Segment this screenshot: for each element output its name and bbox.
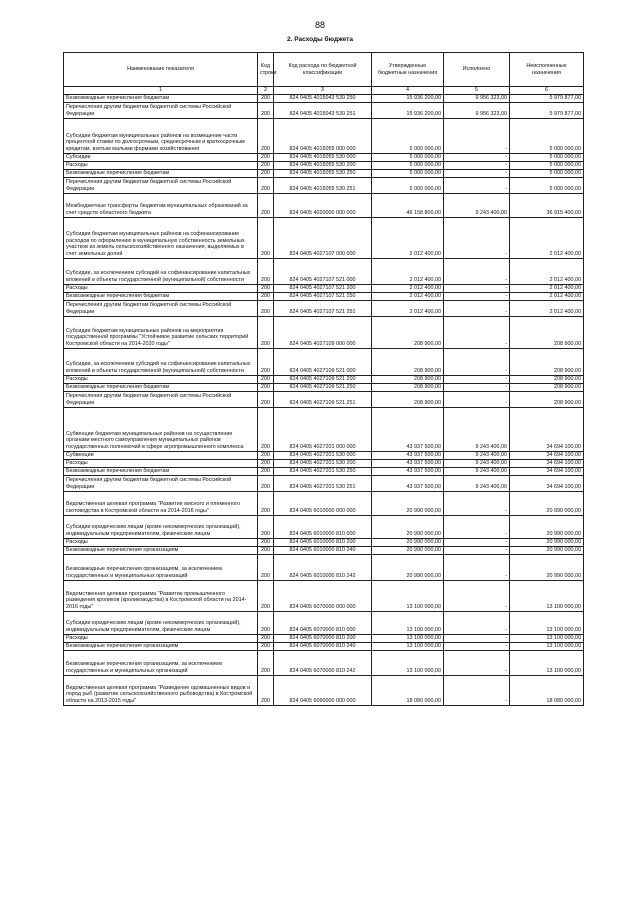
cell-executed: - (444, 177, 510, 193)
column-number: 1 (64, 87, 258, 95)
cell-executed: - (444, 153, 510, 161)
cell-approved: 43 937 500,00 (372, 467, 444, 475)
cell-line-code: 200 (258, 467, 274, 475)
cell-remaining: 34 694 100,00 (510, 407, 584, 451)
cell-remaining: 208 900,00 (510, 348, 584, 375)
cell-approved: 46 158 800,00 (372, 193, 444, 217)
cell-approved: 20 990 000,00 (372, 554, 444, 580)
expenditure-table (63, 52, 584, 706)
cell-class-code: 824 0405 4027107 000 000 (274, 217, 372, 258)
cell-line-code: 200 (258, 554, 274, 580)
cell-line-code: 200 (258, 94, 274, 102)
cell-class-code: 824 0405 4015055 000 000 (274, 118, 372, 153)
column-number-row (64, 87, 584, 95)
cell-class-code: 824 0405 4015055 530 200 (274, 161, 372, 169)
cell-approved: 13 100 000,00 (372, 634, 444, 642)
cell-name: Субсидии, за исключением субсидий на софинансирование капитальных вложений в объекты государственной (муниципальной) собственности (64, 258, 258, 284)
cell-class-code: 824 0405 4027107 521 251 (274, 300, 372, 316)
table-row (64, 118, 584, 153)
cell-name: Перечисления другим бюджетам бюджетной системы Российской Федерации (64, 475, 258, 491)
column-number: 3 (274, 87, 372, 95)
cell-approved: 2 012 400,00 (372, 284, 444, 292)
cell-executed: 9 243 400,00 (444, 475, 510, 491)
cell-remaining: 34 694 100,00 (510, 451, 584, 459)
cell-remaining: 208 900,00 (510, 391, 584, 407)
cell-line-code: 200 (258, 675, 274, 705)
cell-remaining: 208 900,00 (510, 375, 584, 383)
cell-line-code: 200 (258, 284, 274, 292)
cell-executed: 9 243 400,00 (444, 459, 510, 467)
table-row (64, 348, 584, 375)
cell-line-code: 200 (258, 642, 274, 650)
cell-line-code: 200 (258, 300, 274, 316)
table-row (64, 300, 584, 316)
header-executed: Исполнено (444, 53, 510, 87)
cell-executed: - (444, 383, 510, 391)
cell-line-code: 200 (258, 459, 274, 467)
cell-class-code: 824 0405 4027109 000 000 (274, 316, 372, 348)
cell-approved: 15 936 200,00 (372, 102, 444, 118)
cell-name: Ведомственная целевая программа "Разведение одомашненных видов и пород рыб (развитие сельскохозяйственного рыбоводства) в Костромской области на 2013-2015 годы" (64, 675, 258, 705)
cell-name: Безвозмездные перечисления организациям (64, 546, 258, 554)
cell-approved: 2 012 400,00 (372, 258, 444, 284)
cell-approved: 208 900,00 (372, 375, 444, 383)
table-row (64, 407, 584, 451)
cell-executed: - (444, 169, 510, 177)
cell-approved: 208 900,00 (372, 383, 444, 391)
column-number: 6 (510, 87, 584, 95)
cell-executed: 9 243 400,00 (444, 193, 510, 217)
cell-remaining: 34 694 100,00 (510, 467, 584, 475)
table-row (64, 169, 584, 177)
cell-name: Безвозмездные перечисления организациям, за исключением государственных и муниципальных организаций (64, 650, 258, 675)
cell-remaining: 20 990 000,00 (510, 554, 584, 580)
cell-remaining: 208 900,00 (510, 316, 584, 348)
cell-executed: 9 956 323,00 (444, 94, 510, 102)
table-row (64, 475, 584, 491)
cell-approved: 2 012 400,00 (372, 292, 444, 300)
cell-remaining: 208 900,00 (510, 383, 584, 391)
cell-name: Безвозмездные перечисления организациям (64, 642, 258, 650)
cell-approved: 43 937 500,00 (372, 459, 444, 467)
cell-executed: 9 956 323,00 (444, 102, 510, 118)
cell-name: Безвозмездные перечисления бюджетам (64, 94, 258, 102)
table-row (64, 459, 584, 467)
cell-class-code: 824 0405 4015043 530 250 (274, 94, 372, 102)
cell-name: Расходы (64, 284, 258, 292)
cell-name: Ведомственная целевая программа "Развитие промышленного разведения кроликов (кролиководства) в Костромской области на 2014-2016 годы" (64, 580, 258, 611)
table-row (64, 391, 584, 407)
cell-approved: 5 000 000,00 (372, 118, 444, 153)
cell-approved: 13 100 000,00 (372, 611, 444, 634)
cell-executed: 9 243 400,00 (444, 407, 510, 451)
column-number: 5 (444, 87, 510, 95)
cell-approved: 208 900,00 (372, 316, 444, 348)
table-row (64, 634, 584, 642)
section-title: 2. Расходы бюджета (287, 36, 353, 43)
cell-class-code: 824 0405 6070000 810 200 (274, 634, 372, 642)
cell-remaining: 13 100 000,00 (510, 611, 584, 634)
table-row (64, 153, 584, 161)
cell-remaining: 2 012 400,00 (510, 300, 584, 316)
cell-name: Субвенции (64, 451, 258, 459)
cell-name: Расходы (64, 161, 258, 169)
cell-name: Безвозмездные перечисления организациям, за исключением государственных и муниципальных организаций (64, 554, 258, 580)
cell-executed: - (444, 348, 510, 375)
cell-line-code: 200 (258, 475, 274, 491)
cell-name: Субсидии юридическим лицам (кроме некоммерческих организаций), индивидуальным предпринимателям, физическим лицам (64, 515, 258, 538)
cell-executed: - (444, 300, 510, 316)
cell-remaining: 5 000 000,00 (510, 169, 584, 177)
table-row (64, 316, 584, 348)
cell-class-code: 824 0405 4027107 521 200 (274, 284, 372, 292)
cell-executed: - (444, 217, 510, 258)
cell-class-code: 824 0405 4015055 530 250 (274, 169, 372, 177)
cell-executed: - (444, 258, 510, 284)
cell-remaining: 18 080 000,00 (510, 675, 584, 705)
cell-class-code: 824 0405 4015055 530 251 (274, 177, 372, 193)
table-row (64, 217, 584, 258)
cell-class-code: 824 0405 4027201 530 251 (274, 475, 372, 491)
cell-remaining: 20 990 000,00 (510, 491, 584, 515)
cell-class-code: 824 0405 4020000 000 000 (274, 193, 372, 217)
cell-remaining: 5 000 000,00 (510, 177, 584, 193)
cell-line-code: 200 (258, 611, 274, 634)
column-number: 4 (372, 87, 444, 95)
cell-class-code: 824 0405 4015055 530 000 (274, 153, 372, 161)
cell-class-code: 824 0405 4027201 530 200 (274, 459, 372, 467)
cell-class-code: 824 0405 6070000 810 242 (274, 650, 372, 675)
cell-line-code: 200 (258, 383, 274, 391)
cell-remaining: 5 000 000,00 (510, 118, 584, 153)
cell-approved: 2 012 400,00 (372, 217, 444, 258)
cell-name: Ведомственная целевая программа "Развитие мясного и племенного скотоводства в Костромской области на 2014-2016 годы" (64, 491, 258, 515)
cell-name: Расходы (64, 375, 258, 383)
cell-executed: - (444, 292, 510, 300)
cell-executed: 9 243 400,00 (444, 451, 510, 459)
cell-name: Субсидии (64, 153, 258, 161)
cell-name: Расходы (64, 634, 258, 642)
cell-class-code: 824 0405 4027109 521 251 (274, 391, 372, 407)
cell-executed: - (444, 161, 510, 169)
cell-line-code: 200 (258, 292, 274, 300)
table-row (64, 515, 584, 538)
cell-remaining: 20 990 000,00 (510, 538, 584, 546)
cell-executed: - (444, 546, 510, 554)
table-row (64, 675, 584, 705)
cell-line-code: 200 (258, 193, 274, 217)
cell-class-code: 824 0405 6070000 810 240 (274, 642, 372, 650)
cell-name: Безвозмездные перечисления бюджетам (64, 292, 258, 300)
cell-remaining: 5 979 877,00 (510, 102, 584, 118)
cell-class-code: 824 0405 4027109 521 000 (274, 348, 372, 375)
cell-class-code: 824 0405 4015043 530 251 (274, 102, 372, 118)
cell-approved: 208 900,00 (372, 348, 444, 375)
cell-name: Межбюджетные трансферты бюджетам муниципальных образований за счет средств областного бюджета (64, 193, 258, 217)
cell-line-code: 200 (258, 491, 274, 515)
cell-executed: - (444, 515, 510, 538)
cell-class-code: 824 0405 6090000 000 000 (274, 675, 372, 705)
page-number: 88 (314, 20, 325, 30)
cell-approved: 5 000 000,00 (372, 177, 444, 193)
table-row (64, 650, 584, 675)
cell-name: Перечисления другим бюджетам бюджетной системы Российской Федерации (64, 177, 258, 193)
cell-remaining: 2 012 400,00 (510, 258, 584, 284)
table-row (64, 491, 584, 515)
cell-line-code: 200 (258, 177, 274, 193)
cell-name: Субсидии бюджетам муниципальных районов на софинансирование расходов по оформлению в муниципальную собственность земельных участков из земель сельскохозяйственного назначения, выделяемых в счет земельных долей (64, 217, 258, 258)
header-line-code: Код строки (258, 53, 274, 87)
cell-remaining: 36 915 400,00 (510, 193, 584, 217)
cell-line-code: 200 (258, 102, 274, 118)
table-row (64, 538, 584, 546)
cell-class-code: 824 0405 6010000 810 240 (274, 546, 372, 554)
cell-line-code: 200 (258, 538, 274, 546)
cell-name: Безвозмездные перечисления бюджетам (64, 467, 258, 475)
table-body (64, 94, 584, 705)
cell-line-code: 200 (258, 169, 274, 177)
cell-class-code: 824 0405 6070000 810 000 (274, 611, 372, 634)
table-row (64, 292, 584, 300)
cell-remaining: 20 990 000,00 (510, 546, 584, 554)
cell-executed: - (444, 611, 510, 634)
cell-executed: - (444, 642, 510, 650)
cell-name: Безвозмездные перечисления бюджетам (64, 383, 258, 391)
cell-name: Субсидии бюджетам муниципальных районов на мероприятия государственной программы "Устойчивое развитие сельских территорий Костромской области на 2014-2020 годы" (64, 316, 258, 348)
cell-class-code: 824 0405 4027201 530 250 (274, 467, 372, 475)
header-approved: Утвержденные бюджетные назначения (372, 53, 444, 87)
cell-line-code: 200 (258, 451, 274, 459)
cell-line-code: 200 (258, 161, 274, 169)
cell-line-code: 200 (258, 407, 274, 451)
cell-line-code: 200 (258, 634, 274, 642)
table-row (64, 284, 584, 292)
cell-name: Перечисления другим бюджетам бюджетной системы Российской Федерации (64, 300, 258, 316)
cell-executed: - (444, 554, 510, 580)
table-row (64, 554, 584, 580)
cell-executed: - (444, 491, 510, 515)
cell-line-code: 200 (258, 217, 274, 258)
cell-class-code: 824 0405 6070000 000 000 (274, 580, 372, 611)
cell-class-code: 824 0405 4027109 521 250 (274, 383, 372, 391)
header-class-code: Код расхода по бюджетной классификации (274, 53, 372, 87)
cell-class-code: 824 0405 6010000 000 000 (274, 491, 372, 515)
cell-name: Расходы (64, 538, 258, 546)
cell-remaining: 5 000 000,00 (510, 153, 584, 161)
cell-remaining: 2 012 400,00 (510, 284, 584, 292)
cell-approved: 13 100 000,00 (372, 642, 444, 650)
cell-approved: 5 000 000,00 (372, 169, 444, 177)
cell-remaining: 5 979 877,00 (510, 94, 584, 102)
table-row (64, 451, 584, 459)
cell-executed: - (444, 580, 510, 611)
table-row (64, 102, 584, 118)
cell-approved: 18 080 000,00 (372, 675, 444, 705)
cell-executed: - (444, 634, 510, 642)
cell-name: Расходы (64, 459, 258, 467)
cell-executed: - (444, 284, 510, 292)
cell-line-code: 200 (258, 348, 274, 375)
cell-line-code: 200 (258, 316, 274, 348)
cell-class-code: 824 0405 4027107 521 250 (274, 292, 372, 300)
cell-remaining: 34 694 100,00 (510, 459, 584, 467)
cell-name: Перечисления другим бюджетам бюджетной системы Российской Федерации (64, 391, 258, 407)
table-row (64, 467, 584, 475)
cell-executed: - (444, 316, 510, 348)
cell-class-code: 824 0405 4027201 530 000 (274, 451, 372, 459)
table-row (64, 94, 584, 102)
cell-approved: 208 900,00 (372, 391, 444, 407)
cell-approved: 5 000 000,00 (372, 153, 444, 161)
header-remaining: Неисполненные назначения (510, 53, 584, 87)
cell-line-code: 200 (258, 118, 274, 153)
cell-name: Перечисления другим бюджетам бюджетной системы Российской Федерации (64, 102, 258, 118)
cell-name: Субсидии юридическим лицам (кроме некоммерческих организаций), индивидуальным предпринимателям, физическим лицам (64, 611, 258, 634)
cell-executed: - (444, 391, 510, 407)
table-row (64, 611, 584, 634)
cell-line-code: 200 (258, 258, 274, 284)
cell-class-code: 824 0405 6010000 810 242 (274, 554, 372, 580)
header-name: Наименование показателя (64, 53, 258, 87)
cell-line-code: 200 (258, 375, 274, 383)
cell-class-code: 824 0405 6010000 810 000 (274, 515, 372, 538)
cell-remaining: 13 100 000,00 (510, 650, 584, 675)
table-row (64, 642, 584, 650)
cell-name: Субсидии бюджетам муниципальных районов на возмещение части процентной ставки по долгосрочным, среднесрочным и краткосрочным кредитам, взятым малыми формами хозяйствования (64, 118, 258, 153)
cell-approved: 43 937 500,00 (372, 475, 444, 491)
cell-approved: 20 990 000,00 (372, 491, 444, 515)
table-header-row (64, 53, 584, 87)
table-row (64, 383, 584, 391)
cell-executed: - (444, 375, 510, 383)
cell-line-code: 200 (258, 153, 274, 161)
cell-line-code: 200 (258, 650, 274, 675)
table-row (64, 177, 584, 193)
cell-approved: 43 937 500,00 (372, 451, 444, 459)
cell-remaining: 34 694 100,00 (510, 475, 584, 491)
cell-name: Субсидии, за исключением субсидий на софинансирование капитальных вложений в объекты государственной (муниципальной) собственности (64, 348, 258, 375)
cell-approved: 20 990 000,00 (372, 538, 444, 546)
cell-executed: - (444, 650, 510, 675)
cell-remaining: 5 000 000,00 (510, 161, 584, 169)
cell-remaining: 13 100 000,00 (510, 634, 584, 642)
cell-executed: - (444, 675, 510, 705)
column-number: 2 (258, 87, 274, 95)
table-row (64, 161, 584, 169)
cell-remaining: 20 990 000,00 (510, 515, 584, 538)
table-row (64, 546, 584, 554)
cell-class-code: 824 0405 6010000 810 200 (274, 538, 372, 546)
cell-line-code: 200 (258, 515, 274, 538)
cell-approved: 15 936 200,00 (372, 94, 444, 102)
cell-remaining: 2 012 400,00 (510, 217, 584, 258)
cell-approved: 20 990 000,00 (372, 546, 444, 554)
cell-executed: 9 243 400,00 (444, 467, 510, 475)
cell-name: Безвозмездные перечисления бюджетам (64, 169, 258, 177)
cell-line-code: 200 (258, 546, 274, 554)
cell-approved: 2 012 400,00 (372, 300, 444, 316)
cell-name: Субвенции бюджетам муниципальных районов на осуществление органами местного самоуправления муниципальных районов государственных полномочий в сфере агропромышленного комплекса (64, 407, 258, 451)
table-row (64, 193, 584, 217)
table-row (64, 375, 584, 383)
cell-executed: - (444, 118, 510, 153)
cell-approved: 13 100 000,00 (372, 650, 444, 675)
cell-approved: 13 100 000,00 (372, 580, 444, 611)
cell-approved: 20 990 000,00 (372, 515, 444, 538)
cell-class-code: 824 0405 4027201 000 000 (274, 407, 372, 451)
cell-class-code: 824 0405 4027109 521 200 (274, 375, 372, 383)
cell-class-code: 824 0405 4027107 521 000 (274, 258, 372, 284)
cell-remaining: 13 100 000,00 (510, 642, 584, 650)
cell-remaining: 13 100 000,00 (510, 580, 584, 611)
cell-approved: 5 000 000,00 (372, 161, 444, 169)
cell-line-code: 200 (258, 391, 274, 407)
cell-executed: - (444, 538, 510, 546)
cell-remaining: 2 012 400,00 (510, 292, 584, 300)
cell-approved: 43 937 500,00 (372, 407, 444, 451)
table-row (64, 258, 584, 284)
table-row (64, 580, 584, 611)
cell-line-code: 200 (258, 580, 274, 611)
